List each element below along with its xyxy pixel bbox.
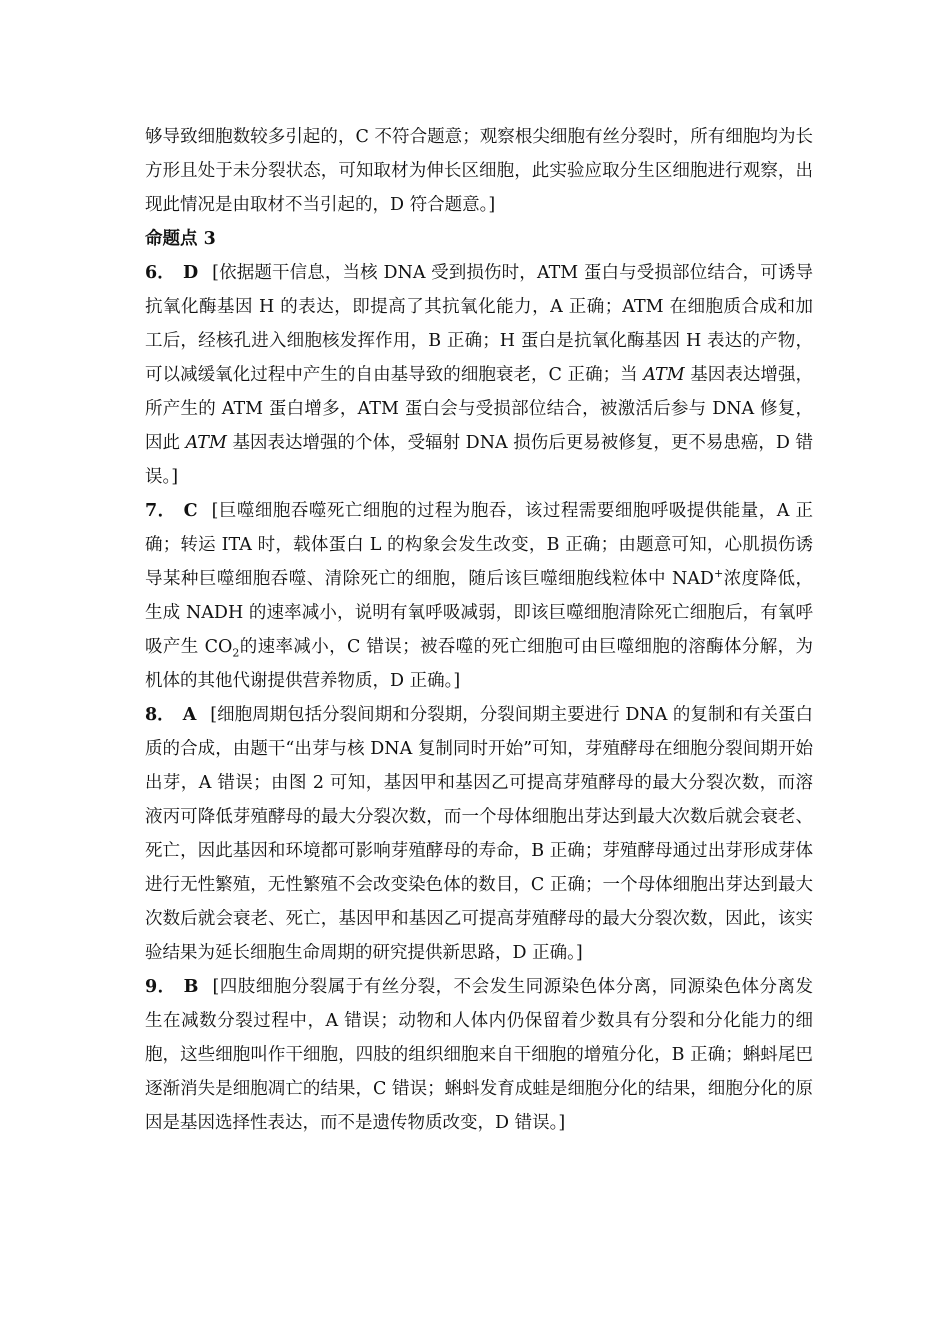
question-9-number: 9． <box>145 977 176 997</box>
question-7-text-part1: [巨噬细胞吞噬死亡细胞的过程为胞吞，该过程需要细胞呼吸提供能量，A 正确；转运 ITA 时，载体蛋白 L 的构象会发生改变，B 正确；由题意可知，心肌损伤诱导某种巨噬细胞吞噬、清除死亡的细胞，随后该巨噬细胞线粒体中 NAD <box>145 501 813 589</box>
question-8-text: [细胞周期包括分裂间期和分裂期，分裂间期主要进行 DNA 的复制和有关蛋白质的合成，由题干“出芽与核 DNA 复制同时开始”可知，芽殖酵母在细胞分裂间期开始出芽，A 错误；由图 2 可知，基因甲和基因乙可提高芽殖酵母的最大分裂次数，而溶液丙可降低芽殖酵母的最大分裂次数，而一个母体细胞出芽达到最大次数后就会衰老、死亡，因此基因和环境都可影响芽殖酵母的寿命，B 正确；芽殖酵母通过出芽形成芽体进行无性繁殖，无性繁殖不会改变染色体的数目，C 正确；一个母体细胞出芽达到最大次数后就会衰老、死亡，基因甲和基因乙可提高芽殖酵母的最大分裂次数，因此，该实验结果为延长细胞生命周期的研究提供新思路，D 正确。] <box>145 705 813 963</box>
section-heading: 命题点 3 <box>145 229 216 249</box>
question-7-text-part3: 的速率减小，C 错误；被吞噬的死亡细胞可由巨噬细胞的溶酶体分解，为机体的其他代谢提供营养物质，D 正确。] <box>145 637 813 691</box>
question-7-explanation <box>145 494 813 698</box>
answer-explanation-page <box>145 120 813 1140</box>
intro-paragraph <box>145 120 813 222</box>
question-6-number: 6． <box>145 263 175 283</box>
question-7-subscript-2: 2 <box>232 646 240 660</box>
question-7-text-part2: 浓度降低，生成 NADH 的速率减小，说明有氧呼吸减弱，即该巨噬细胞清除死亡细胞后，有氧呼吸产生 CO <box>145 569 814 657</box>
question-7-superscript-plus: + <box>713 567 724 581</box>
question-6-text-part2: 基因表达增强，所产生的 ATM 蛋白增多，ATM 蛋白会与受损部位结合，被激活后参与 DNA 修复，因此 <box>145 365 814 453</box>
question-7-answer: C <box>183 501 198 521</box>
question-9-answer: B <box>183 977 199 997</box>
question-6-answer: D <box>182 263 199 283</box>
question-6-gene-name-2: ATM <box>185 433 227 453</box>
question-8-explanation <box>145 698 813 970</box>
question-6-explanation <box>145 256 813 494</box>
intro-text: 够导致细胞数较多引起的，C 不符合题意；观察根尖细胞有丝分裂时，所有细胞均为长方形且处于未分裂状态，可知取材为伸长区细胞，此实验应取分生区细胞进行观察，出现此情况是由取材不当引起的，D 符合题意。] <box>145 127 813 215</box>
question-6-gene-name-1: ATM <box>643 365 685 385</box>
question-7-number: 7． <box>145 501 176 521</box>
question-9-text: [四肢细胞分裂属于有丝分裂，不会发生同源染色体分离，同源染色体分离发生在减数分裂过程中，A 错误；动物和人体内仍保留着少数具有分裂和分化能力的细胞，这些细胞叫作干细胞，四肢的组织细胞来自干细胞的增殖分化，B 正确；蝌蚪尾巴逐渐消失是细胞凋亡的结果，C 错误；蝌蚪发育成蛙是细胞分化的结果，细胞分化的原因是基因选择性表达，而不是遗传物质改变，D 错误。] <box>145 977 813 1133</box>
question-8-number: 8． <box>145 705 175 725</box>
question-6-text-part1: [依据题干信息，当核 DNA 受到损伤时，ATM 蛋白与受损部位结合，可诱导抗氧化酶基因 H 的表达，即提高了其抗氧化能力，A 正确；ATM 在细胞质合成和加工后，经核孔进入细胞核发挥作用，B 正确；H 蛋白是抗氧化酶基因 H 表达的产物，可以减缓氧化过程中产生的自由基导致的细胞衰老，C 正确；当 <box>145 263 813 385</box>
question-9-explanation <box>145 970 813 1140</box>
question-6-text-part3: 基因表达增强的个体，受辐射 DNA 损伤后更易被修复，更不易患癌，D 错误。] <box>145 433 813 487</box>
question-8-answer: A <box>182 705 197 725</box>
